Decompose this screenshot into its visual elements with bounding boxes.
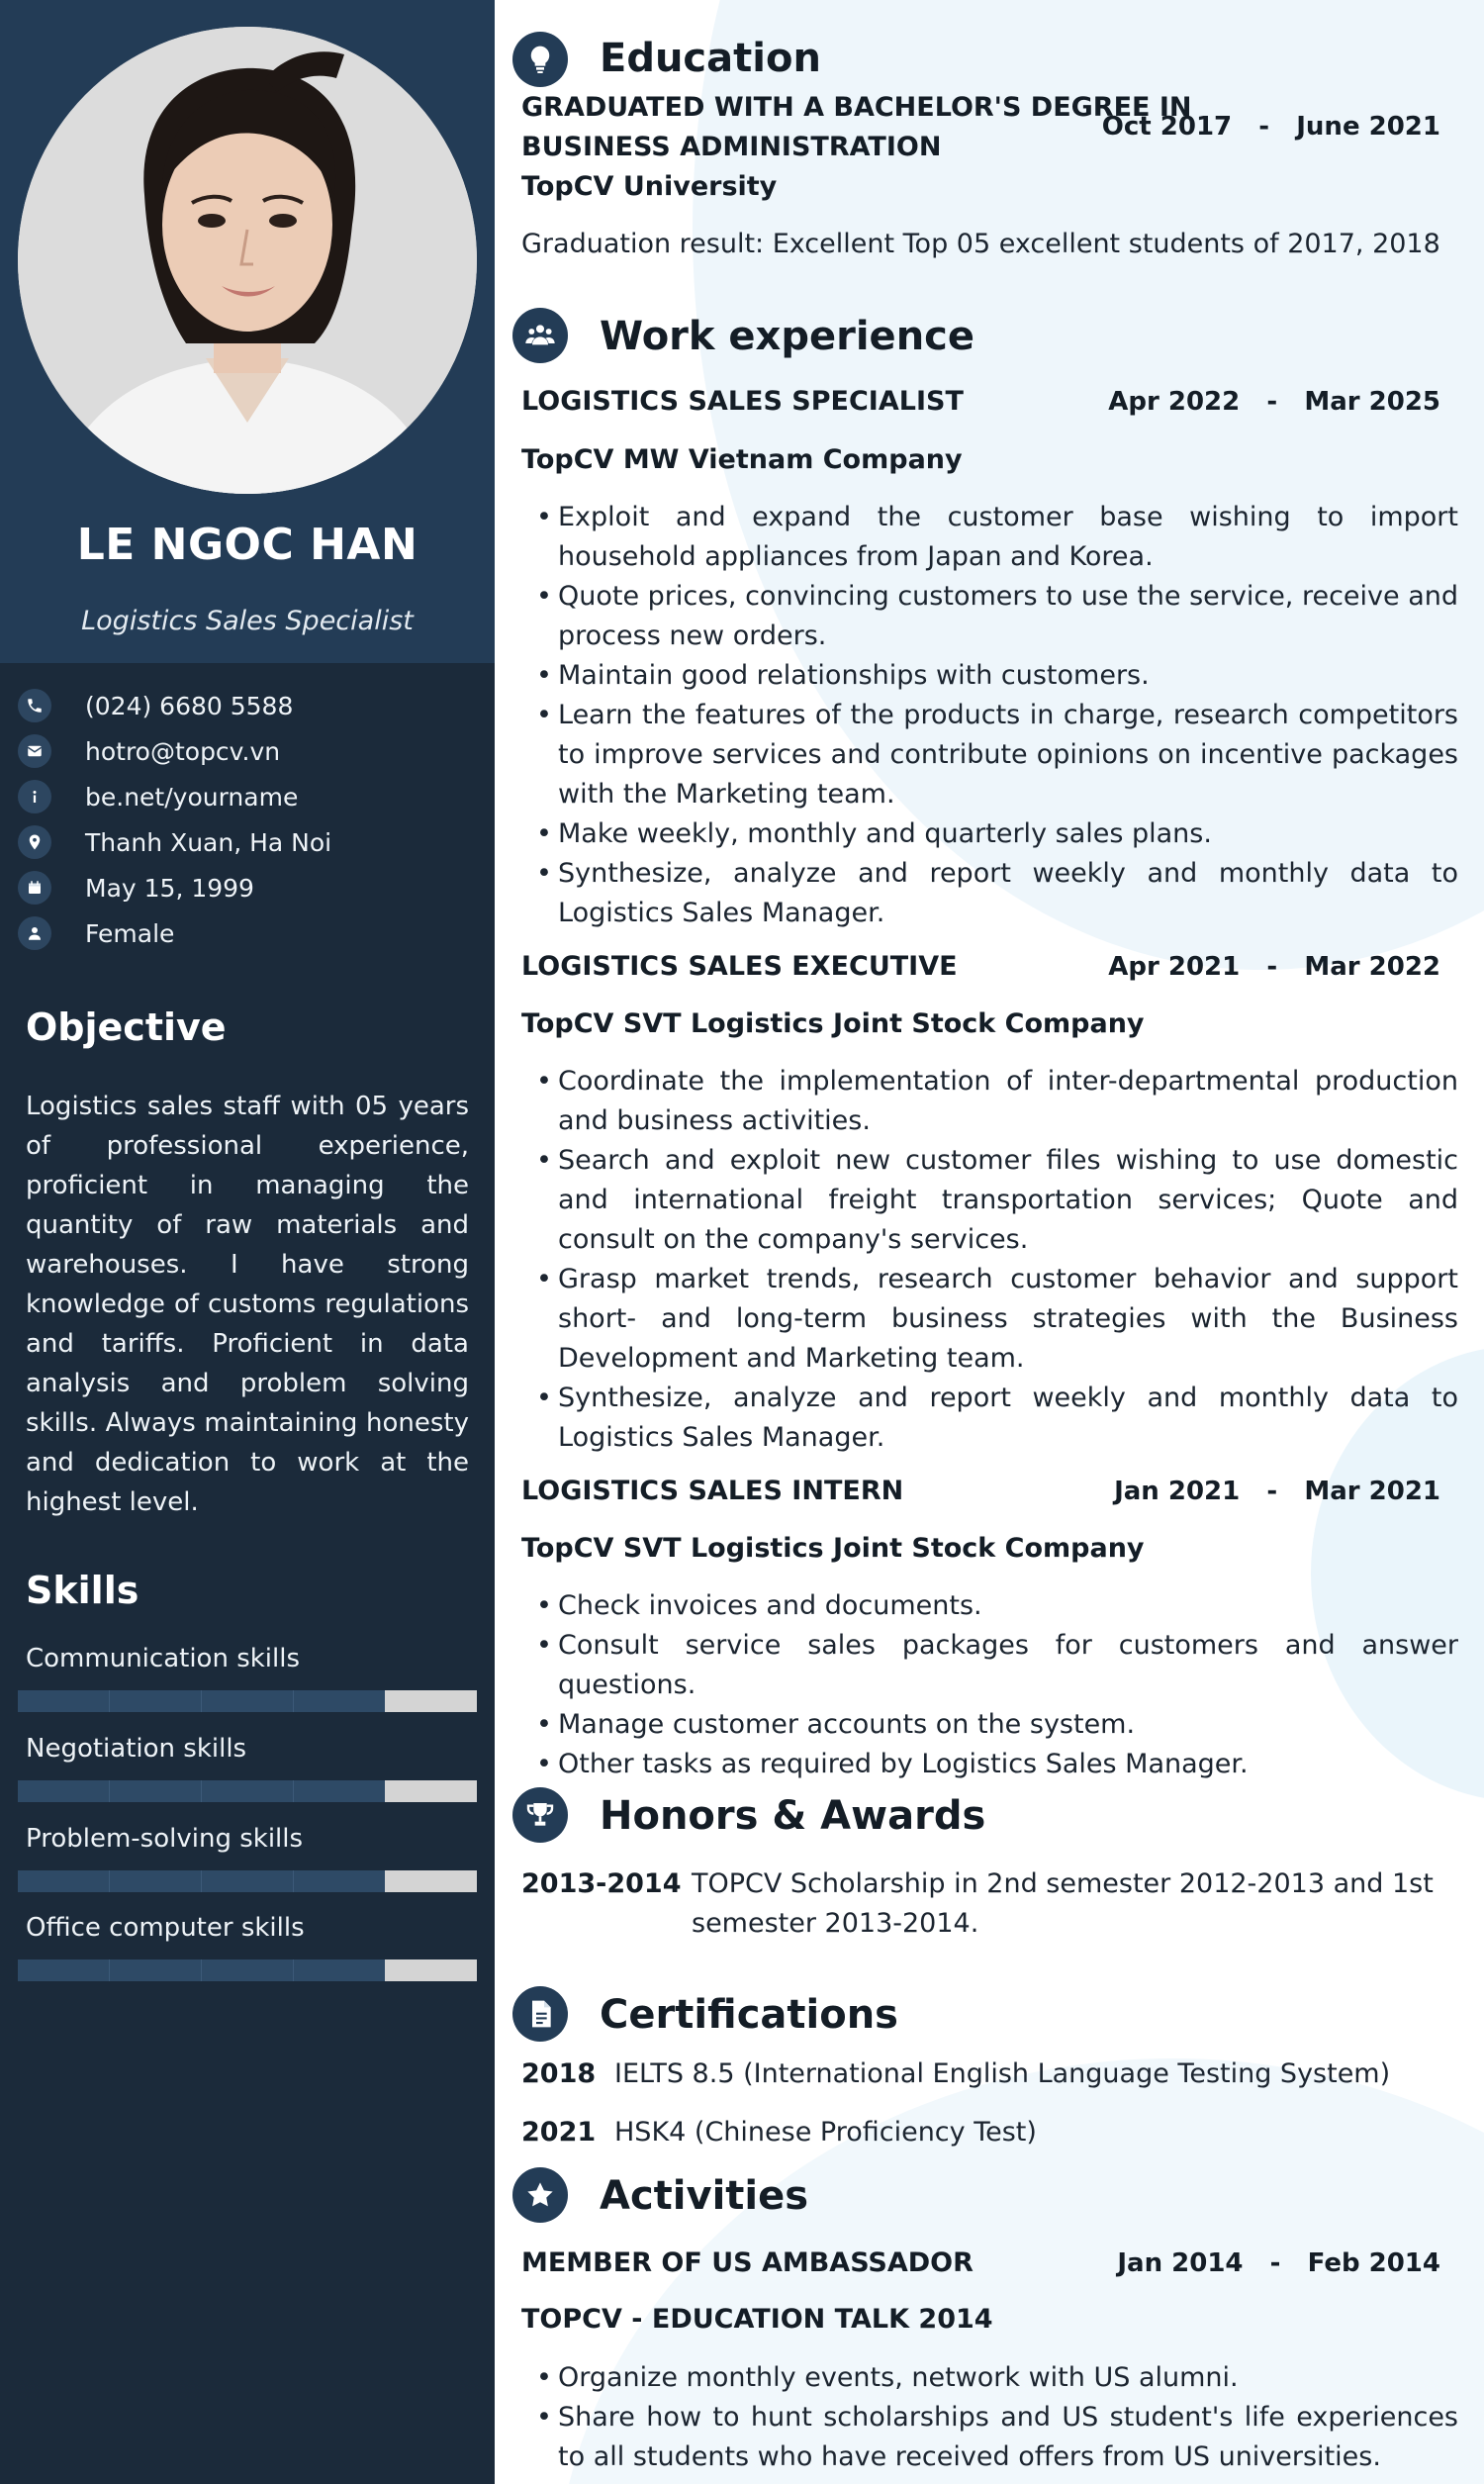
contact-text: (024) 6680 5588 [85, 691, 294, 720]
certification-text: IELTS 8.5 (International English Language Testing System) [614, 2058, 1391, 2089]
list-item: • Synthesize, analyze and report weekly and monthly data to Logistics Sales Manager. [536, 854, 1458, 933]
list-item: • Grasp market trends, research customer behavior and support short- and long-term business strategies with the Business Development and Marketing team. [536, 1260, 1458, 1379]
list-item: • Synthesize, analyze and report weekly and monthly data to Logistics Sales Manager. [536, 1379, 1458, 1458]
date-end: Mar 2022 [1304, 952, 1440, 982]
date-start: Oct 2017 [1101, 112, 1233, 142]
phone-icon [18, 689, 51, 722]
activity-dates: Jan 2014 - Feb 2014 [1117, 2248, 1440, 2278]
certification-year: 2021 [521, 2117, 597, 2148]
list-item: • Other tasks as required by Logistics Sales Manager. [536, 1745, 1458, 1784]
education-heading: Education [600, 36, 821, 81]
skill-name: Communication skills [26, 1644, 301, 1673]
skill-name: Problem-solving skills [26, 1824, 304, 1854]
star-icon [512, 2167, 568, 2223]
date-start: Jan 2014 [1117, 2248, 1244, 2278]
date-end: Mar 2021 [1304, 1477, 1440, 1506]
skill-name: Negotiation skills [26, 1734, 247, 1764]
contact-birthday [18, 865, 483, 910]
candidate-name: LE NGOC HAN [76, 520, 418, 570]
activity-role: MEMBER OF US AMBASSADOR [521, 2247, 974, 2278]
skill-bar [18, 1780, 477, 1802]
award-text: TOPCV Scholarship in 2nd semester 2012-2013 and 1st [692, 1868, 1434, 1899]
list-item: • Maintain good relationships with customers. [536, 656, 1458, 696]
skill-bar [18, 1959, 477, 1981]
skills-heading: Skills [26, 1569, 139, 1612]
education-result: Graduation result: Excellent Top 05 excellent students of 2017, 2018 [521, 229, 1440, 259]
education-dates: Oct 2017 - June 2021 [1101, 112, 1440, 142]
candidate-title: Logistics Sales Specialist [81, 606, 414, 636]
contact-text: Thanh Xuan, Ha Noi [85, 827, 332, 857]
work-heading: Work experience [600, 314, 975, 359]
job-company: TopCV MW Vietnam Company [521, 444, 963, 475]
activity-organization: TOPCV - EDUCATION TALK 2014 [521, 2304, 993, 2335]
contact-website [18, 774, 483, 819]
list-item: • Check invoices and documents. [536, 1586, 1458, 1626]
location-icon [18, 825, 51, 859]
info-icon [18, 780, 51, 813]
main-content [495, 0, 1484, 2484]
list-item: • Exploit and expand the customer base wishing to import household appliances from Japan and Korea. [536, 498, 1458, 577]
job-title: LOGISTICS SALES SPECIALIST [521, 386, 964, 417]
calendar-icon [18, 871, 51, 905]
contact-gender [18, 910, 483, 956]
job-dates: Apr 2022 - Mar 2025 [1108, 387, 1440, 417]
contact-phone [18, 683, 483, 728]
profile-header [0, 0, 495, 663]
date-end: Feb 2014 [1307, 2248, 1440, 2278]
job-title: LOGISTICS SALES INTERN [521, 1476, 904, 1506]
date-end: June 2021 [1296, 112, 1440, 142]
contact-text: be.net/yourname [85, 782, 299, 812]
document-icon [512, 1986, 568, 2042]
contact-text: hotro@topcv.vn [85, 736, 281, 766]
contact-list [18, 683, 483, 956]
team-icon [512, 308, 568, 363]
job-title: LOGISTICS SALES EXECUTIVE [521, 951, 958, 982]
job-dates: Apr 2021 - Mar 2022 [1108, 952, 1440, 982]
skill-name: Office computer skills [26, 1913, 305, 1943]
job-responsibilities [536, 1062, 1458, 1458]
list-item: • Quote prices, convincing customers to use the service, receive and process new orders. [536, 577, 1458, 656]
email-icon [18, 734, 51, 768]
list-item: • Manage customer accounts on the system. [536, 1705, 1458, 1745]
skill-bar-fill [18, 1870, 385, 1892]
certification-year: 2018 [521, 2058, 597, 2089]
activities-heading: Activities [600, 2173, 809, 2219]
list-item: • Make weekly, monthly and quarterly sales plans. [536, 814, 1458, 854]
honors-heading: Honors & Awards [600, 1793, 986, 1839]
certification-text: HSK4 (Chinese Proficiency Test) [614, 2117, 1037, 2148]
sidebar [0, 0, 495, 2484]
skill-bar [18, 1690, 477, 1712]
education-school: TopCV University [521, 171, 778, 202]
education-degree: GRADUATED WITH A BACHELOR'S DEGREE IN [521, 92, 1192, 123]
list-item: • Consult service sales packages for customers and answer questions. [536, 1626, 1458, 1705]
award-year: 2013-2014 [521, 1868, 682, 1899]
lightbulb-icon [512, 32, 568, 87]
date-start: Apr 2022 [1108, 387, 1241, 417]
list-item: • Learn the features of the products in charge, research competitors to improve services and contribute opinions on incentive packages with the Marketing team. [536, 696, 1458, 814]
date-start: Jan 2021 [1114, 1477, 1241, 1506]
list-item: • Organize monthly events, network with US alumni. [536, 2358, 1458, 2398]
list-item: • Search and exploit new customer files wishing to use domestic and international freight transportation services; Quote and consult on the company's services. [536, 1141, 1458, 1260]
person-icon [18, 916, 51, 950]
objective-heading: Objective [26, 1005, 227, 1049]
job-dates: Jan 2021 - Mar 2021 [1114, 1477, 1440, 1506]
contact-location [18, 819, 483, 865]
skill-bar-fill [18, 1780, 385, 1802]
education-degree: BUSINESS ADMINISTRATION [521, 132, 942, 162]
award-text: semester 2013-2014. [692, 1908, 979, 1939]
contact-text: Female [85, 918, 175, 948]
job-responsibilities [536, 1586, 1458, 1784]
list-item: • Coordinate the implementation of inter-departmental production and business activities. [536, 1062, 1458, 1141]
contact-email [18, 728, 483, 774]
job-company: TopCV SVT Logistics Joint Stock Company [521, 1533, 1145, 1564]
date-start: Apr 2021 [1108, 952, 1241, 982]
trophy-icon [512, 1787, 568, 1843]
skill-bar-fill [18, 1690, 385, 1712]
skill-bar [18, 1870, 477, 1892]
skill-bar-fill [18, 1959, 385, 1981]
job-responsibilities [536, 498, 1458, 933]
job-company: TopCV SVT Logistics Joint Stock Company [521, 1008, 1145, 1039]
avatar [18, 27, 477, 494]
objective-text: Logistics sales staff with 05 years of professional experience, proficient in managing the quantity of raw materials and warehouses. I have strong knowledge of customs regulations and tariffs. Proficient in data analysis and problem solving skills. Always maintaining honesty and dedication to work at the highest level. [26, 1092, 469, 1517]
date-end: Mar 2025 [1304, 387, 1440, 417]
activity-responsibilities [536, 2358, 1458, 2477]
certifications-heading: Certifications [600, 1992, 898, 2038]
list-item: • Share how to hunt scholarships and US student's life experiences to all students who have received offers from US universities. [536, 2398, 1458, 2477]
contact-text: May 15, 1999 [85, 873, 254, 903]
